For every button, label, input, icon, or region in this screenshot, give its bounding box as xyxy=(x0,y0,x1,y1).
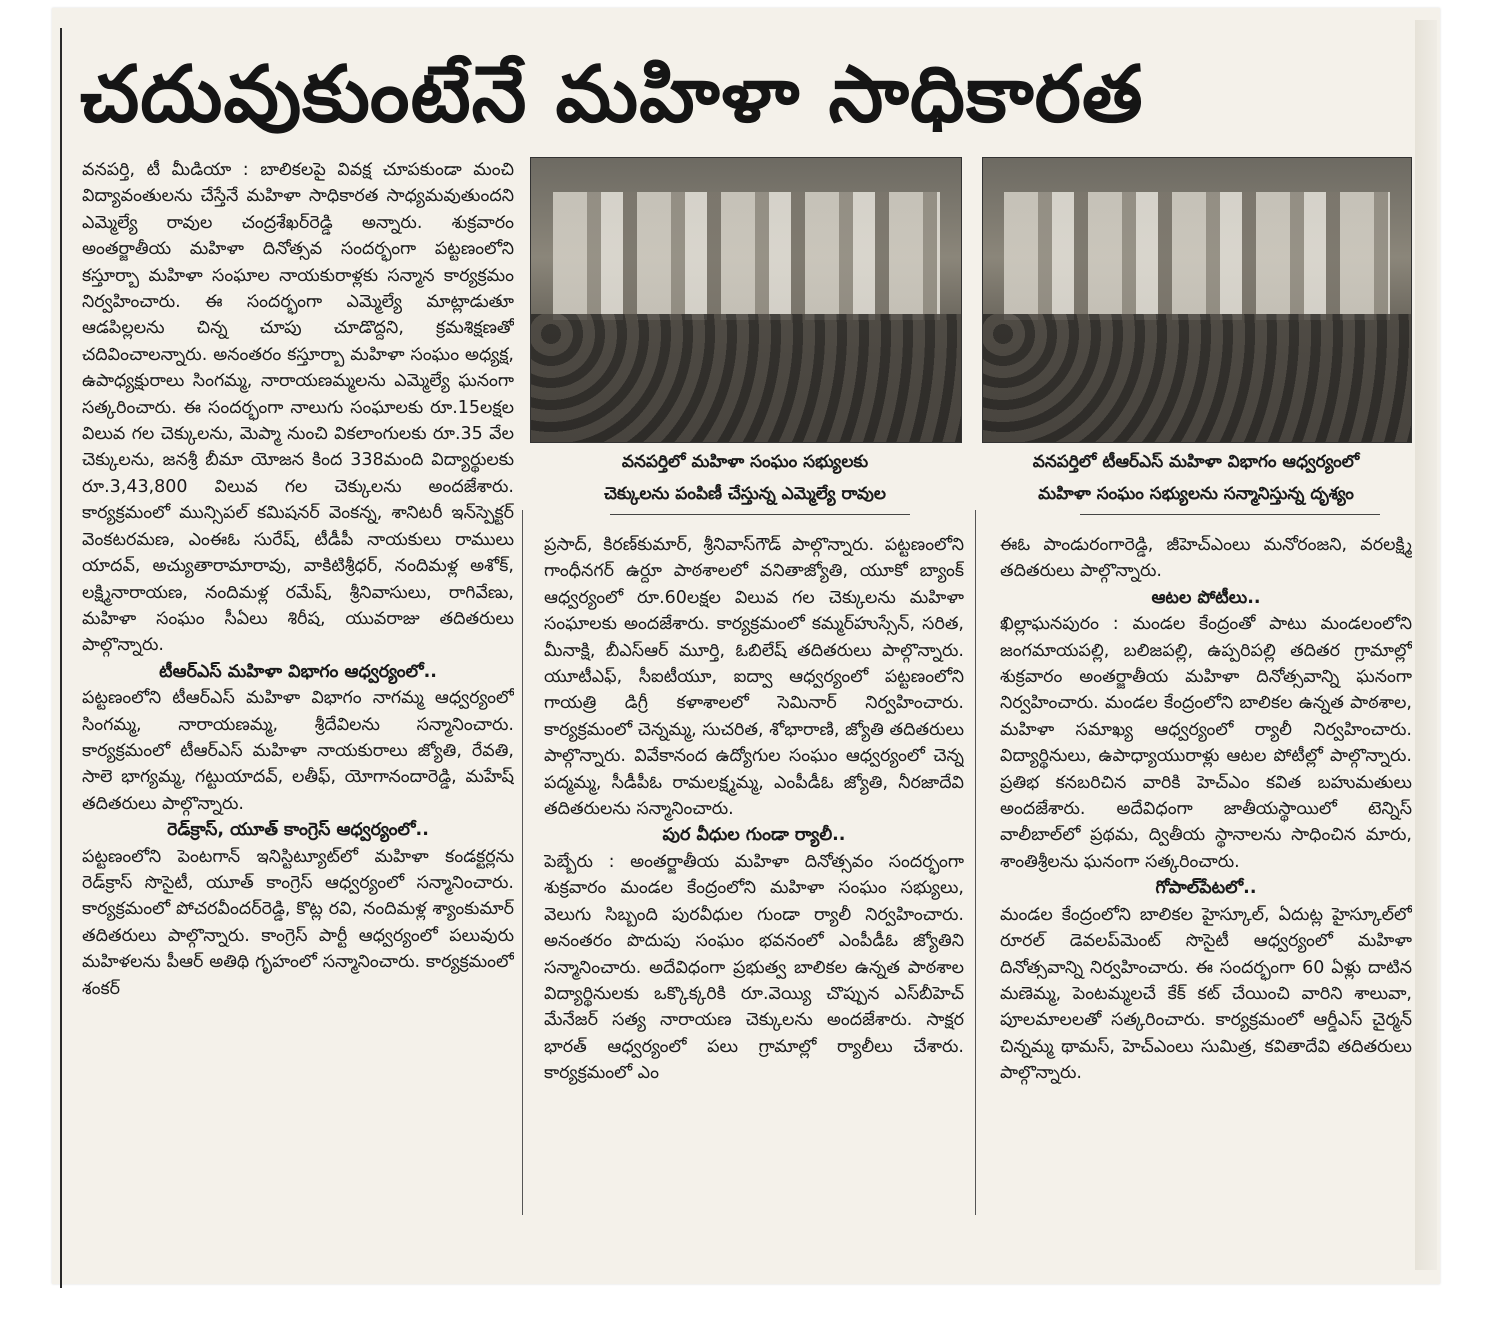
caption-line: వనపర్తిలో టీఆర్‌ఎస్ మహిళా విభాగం ఆధ్వర్యంలో xyxy=(1032,452,1360,472)
headline: చదువుకుంటేనే మహిళా సాధికారత xyxy=(80,50,1144,140)
column-2-paragraph: పెబ్బేరు : అంతర్జాతీయ మహిళా దినోత్సవం సందర్భంగా శుక్రవారం మండల కేంద్రంలోని మహిళా సంఘం సభ్యులు, వెలుగు సిబ్బంది పురవీధుల గుండా ర్యాలీ నిర్వహించారు. అనంతరం పొదుపు సంఘం భవనంలో ఎంపీడీఓ జ్యోతిని సన్మానించారు. అదేవిధంగా ప్రభుత్వ బాలికల ఉన్నత పాఠశాల విద్యార్థినులకు ఒక్కొక్కరికి రూ.వెయ్యి చొప్పున ఎస్‌బీహెచ్ మేనేజర్ సత్య నారాయణ చెక్కులను అందజేశారు. సాక్షర భారత్ ఆధ్వర్యంలో పలు గ్రామాల్లో ర్యాలీలు చేశారు. కార్యక్రమంలో ఎం xyxy=(544,851,964,1084)
subheading-trs-women: టీఆర్‌ఎస్ మహిళా విభాగం ఆధ్వర్యంలో.. xyxy=(159,661,437,682)
subheading-rally: పుర వీధుల గుండా ర్యాలీ.. xyxy=(662,825,846,846)
column-3-paragraph: ఈఓ పాండురంగారెడ్డి, జీహెచ్‌ఎంలు మనోరంజని, వరలక్ష్మి తదితరులు పాల్గొన్నారు. xyxy=(1000,535,1412,582)
adjacent-page-edge xyxy=(1415,20,1437,1270)
column-1-paragraph: పట్టణంలోని టీఆర్‌ఎస్ మహిళా విభాగం నాగమ్మ ఆధ్వర్యంలో సింగమ్మ, నారాయణమ్మ, శ్రీదేవిలను సన్మానించారు. కార్యక్రమంలో టీఆర్‌ఎస్ మహిళా నాయకురాలు జ్యోతి, రేవతి, సాలె భాగ్యమ్మ, గట్టుయాదవ్, లతీఫ్, యోగానందారెడ్డి, మహేష్ తదితరులు పాల్గొన్నారు. xyxy=(82,688,514,814)
article-column-3 xyxy=(1000,532,1412,1222)
column-divider xyxy=(975,510,976,1215)
column-1-paragraph: వనపర్తి, టీ మీడియా : బాలికలపై వివక్ష చూపకుండా మంచి విద్యావంతులను చేస్తేనే మహిళా సాధికారత సాధ్యమవుతుందని ఎమ్మెల్యే రావుల చంద్రశేఖర్‌రెడ్డి అన్నారు. శుక్రవారం అంతర్జాతీయ మహిళా దినోత్సవ సందర్భంగా పట్టణంలోని కస్తూర్బా మహిళా సంఘాల నాయకురాళ్లకు సన్మాన కార్యక్రమం నిర్వహించారు. ఈ సందర్భంగా ఎమ్మెల్యే మాట్లాడుతూ ఆడపిల్లలను చిన్న చూపు చూడొద్దని, క్రమశిక్షణతో చదివించాలన్నారు. అనంతరం కస్తూర్బా మహిళా సంఘం అధ్యక్ష, ఉపాధ్యక్షురాలు సింగమ్మ, నారాయణమ్మలను ఎమ్మెల్యే ఘనంగా సత్కరించారు. ఈ సందర్భంగా నాలుగు సంఘాలకు రూ.15లక్షల విలువ గల చెక్కులను, మెప్మా నుంచి వికలాంగులకు రూ.35 వేల చెక్కులను, జనశ్రీ బీమా యోజన కింద 338మంది విద్యార్థులకు రూ.3,43,800 విలువ గల చెక్కులను అందజేశారు. కార్యక్రమంలో మున్సిపల్ కమిషనర్ వెంకన్న, శానిటరీ ఇన్‌స్పెక్టర్ వెంకటరమణ, ఎంఈఓ సురేష్, టీడీపీ నాయకులు రాములు యాదవ్, అచ్యుతారామారావు, వాకిటిశ్రీధర్, నందిమళ్ల అశోక్, లక్ష్మినారాయణ, నందిమళ్ల రమేష్, శ్రీనివాసులు, రాగివేణు, మహిళా సంఘం సీఏలు శిరీష, యువరాజు తదితరులు పాల్గొన్నారు. xyxy=(82,160,514,656)
photo-2-caption xyxy=(982,446,1410,512)
photo-people-row xyxy=(1004,192,1389,320)
photo-1-caption xyxy=(530,446,960,512)
caption-line: చెక్కులను పంపిణీ చేస్తున్న ఎమ్మెల్యే రావుల xyxy=(604,484,886,504)
left-margin-rule xyxy=(60,28,62,1288)
article-column-1 xyxy=(82,157,514,1217)
column-2-paragraph: ప్రసాద్, కిరణ్‌కుమార్, శ్రీనివాస్‌గౌడ్ పాల్గొన్నారు. పట్టణంలోని గాంధీనగర్ ఉర్దూ పాఠశాలలో వనితాజ్యోతి, యూకో బ్యాంక్ ఆధ్వర్యంలో రూ.60లక్షల విలువ గల చెక్కులను మహిళా సంఘాలకు అందజేశారు. కార్యక్రమంలో కమ్మర్‌హుస్సేన్, సరిత, మీనాక్షి, బీఎస్‌ఆర్ మూర్తి, ఓబిలేష్ తదితరులు పాల్గొన్నారు. యూటీఎఫ్, సీఐటీయూ, ఐద్వా ఆధ్వర్యంలో పట్టణంలోని గాయత్రి డిగ్రీ కళాశాలలో సెమినార్ నిర్వహించారు. కార్యక్రమంలో చెన్నమ్మ, సుచరిత, శోభారాణి, జ్యోతి తదితరులు పాల్గొన్నారు. వివేకానంద ఉద్యోగుల సంఘం ఆధ్వర్యంలో చెన్న పద్మమ్మ, సీడీపీఓ రామలక్ష్మమ్మ, ఎంపీడీఓ జ్యోతి, నీరజాదేవి తదితరులను సన్మానించారు. xyxy=(544,535,964,820)
photo-audience xyxy=(531,314,961,442)
article-column-2 xyxy=(544,532,964,1218)
column-divider xyxy=(522,510,523,1215)
caption-line: వనపర్తిలో మహిళా సంఘం సభ్యులకు xyxy=(621,452,869,472)
caption-rule xyxy=(610,514,910,515)
column-1-paragraph: పట్టణంలోని పెంటగాన్ ఇనిస్టిట్యూట్‌లో మహిళా కండక్టర్లను రెడ్‌క్రాస్ సొసైటీ, యూత్ కాంగ్రెస్ ఆధ్వర్యంలో సన్మానించారు. కార్యక్రమంలో పోచరవీందర్‌రెడ్డి, కొట్ల రవి, నందిమళ్ల శ్యాంకుమార్ తదితరులు పాల్గొన్నారు. కాంగ్రెస్ పార్టీ ఆధ్వర్యంలో పలువురు మహిళలను పీఆర్ అతిథి గృహంలో సన్మానించారు. కార్యక్రమంలో శంకర్ xyxy=(82,846,514,999)
subheading-redcross: రెడ్‌క్రాస్, యూత్ కాంగ్రెస్ ఆధ్వర్యంలో.. xyxy=(167,820,429,841)
caption-rule xyxy=(1080,514,1380,515)
column-3-paragraph: ఖిల్లాఘనపురం : మండల కేంద్రంతో పాటు మండలంలోని జంగమాయపల్లి, బలిజపల్లి, ఉప్పరిపల్లి తదితర గ్రామాల్లో శుక్రవారం అంతర్జాతీయ మహిళా దినోత్సవాన్ని ఘనంగా నిర్వహించారు. మండల కేంద్రంలోని బాలికల ఉన్నత పాఠశాల, మహిళా సమాఖ్య ఆధ్వర్యంలో ర్యాలీ నిర్వహించారు. విద్యార్థినులు, ఉపాధ్యాయురాళ్లు ఆటల పోటీల్లో పాల్గొన్నారు. ప్రతిభ కనబరిచిన వారికి హెచ్‌ఎం కవిత బహుమతులు అందజేశారు. అదేవిధంగా జాతీయస్థాయిలో టెన్నిస్ వాలీబాల్‌లో ప్రథమ, ద్వితీయ స్థానాలను సాధించిన మారు, శాంతిశ్రీలను ఘనంగా సత్కరించారు. xyxy=(1000,614,1412,872)
column-3-paragraph: మండల కేంద్రంలోని బాలికల హైస్కూల్, ఏదుట్ల హైస్కూల్‌లో రూరల్ డెవలప్‌మెంట్ సొసైటీ ఆధ్వర్యంలో మహిళా దినోత్సవాన్ని నిర్వహించారు. ఈ సందర్భంగా 60 ఏళ్లు దాటిన మణెమ్మ, పెంటమ్మలచే కేక్ కట్ చేయించి వారిని శాలువా, పూలమాలలతో సత్కరించారు. కార్యక్రమంలో ఆర్డీఎస్ చైర్మన్ చిన్నమ్మ థామస్, హెచ్‌ఎంలు సుమిత్ర, కవితాదేవి తదితరులు పాల్గొన్నారు. xyxy=(1000,904,1412,1084)
photo-people-row xyxy=(553,192,940,320)
subheading-games: ఆటల పోటీలు.. xyxy=(1151,587,1261,608)
subheading-gopalpet: గోపాల్‌పేటలో.. xyxy=(1155,878,1257,899)
caption-line: మహిళా సంఘం సభ్యులను సన్మానిస్తున్న దృశ్యం xyxy=(1038,484,1354,504)
photo-cheque-distribution xyxy=(530,157,962,443)
photo-felicitation xyxy=(982,157,1412,443)
photo-audience xyxy=(983,314,1411,442)
